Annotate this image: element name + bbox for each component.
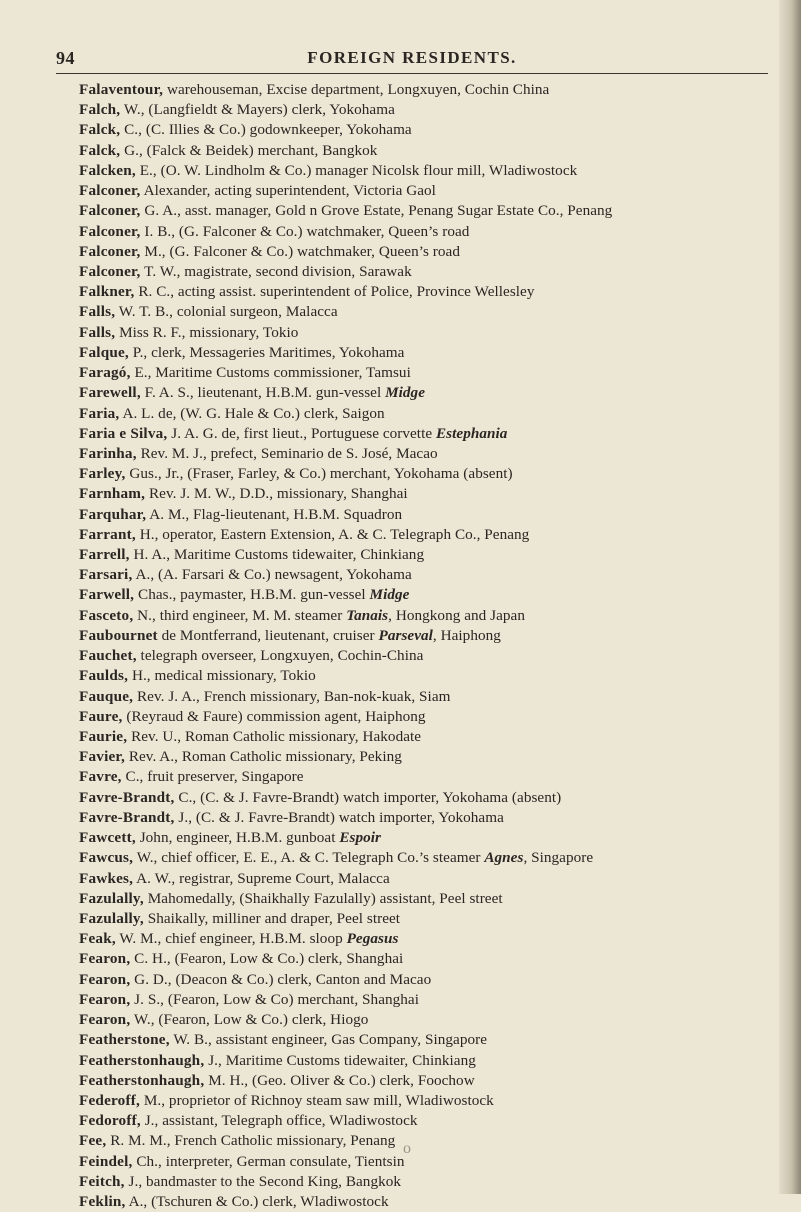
entry-detail: C., (C. & J. Favre-Brandt) watch importer, Yokohama (absent): [174, 788, 562, 806]
entry-surname: Faria e Silva,: [79, 424, 168, 442]
entry-surname: Fasceto,: [79, 606, 134, 624]
entry-detail: Gus., Jr., (Fraser, Farley, & Co.) merchant, Yokohama (absent): [125, 465, 513, 483]
entry-detail: H., operator, Eastern Extension, A. & C. Telegraph Co., Penang: [135, 525, 530, 543]
entry-detail: N., third engineer, M. M. steamer: [133, 606, 347, 624]
entry-surname: Faurie,: [79, 728, 128, 745]
entry-detail: F. A. S., lieutenant, H.B.M. gun-vessel: [140, 384, 386, 402]
directory-entry: [79, 404, 779, 424]
directory-entry: [79, 545, 779, 565]
entry-surname: Featherstone,: [79, 1031, 170, 1049]
directory-entry: [79, 1131, 779, 1151]
entry-surname: Faubournet: [79, 626, 158, 644]
entry-surname: Fauchet,: [79, 647, 137, 665]
entry-surname: Falls,: [79, 323, 116, 341]
entry-surname: Farwell,: [79, 586, 135, 604]
entry-detail-tail: , Singapore: [523, 849, 594, 867]
directory-entry: [79, 161, 779, 181]
entry-surname: Fawcus,: [79, 849, 134, 867]
entry-surname: Farquhar,: [79, 505, 147, 523]
entry-detail: C. H., (Fearon, Low & Co.) clerk, Shanghai: [130, 950, 404, 968]
entry-detail: de Montferrand, lieutenant, cruiser: [157, 626, 379, 644]
directory-entry: [79, 970, 779, 990]
entry-surname: Feklin,: [79, 1193, 126, 1211]
entry-surname: Faure,: [79, 707, 123, 725]
entry-detail: C., (C. Illies & Co.) godownkeeper, Yokohama: [120, 121, 412, 139]
entry-surname: Farrell,: [79, 546, 130, 564]
directory-entry: [79, 302, 779, 322]
entry-detail: J., bandmaster to the Second King, Bangkok: [124, 1172, 402, 1190]
directory-entry: [79, 606, 779, 626]
entry-surname: Faria,: [79, 404, 120, 422]
footer-mark: o: [403, 1140, 411, 1157]
running-head: FOREIGN RESIDENTS.: [307, 48, 517, 67]
directory-entry: [79, 323, 779, 343]
directory-entry: [79, 1010, 779, 1030]
directory-entry: [79, 262, 779, 282]
directory-entry: [79, 707, 779, 727]
entry-surname: Fazulally,: [79, 889, 144, 907]
directory-entry: [79, 747, 779, 767]
entry-surname: Fauque,: [79, 687, 134, 705]
directory-entry: [79, 181, 779, 201]
entry-surname: Favre-Brandt,: [79, 808, 175, 826]
entry-detail: Rev. M. J., prefect, Seminario de S. José, Macao: [136, 444, 438, 462]
entry-surname: Fazulally,: [79, 909, 144, 927]
entry-detail: A. L. de, (W. G. Hale & Co.) clerk, Saigon: [119, 404, 385, 422]
entry-surname: Farrant,: [79, 525, 136, 543]
directory-entry: [79, 1091, 779, 1111]
directory-entry: [79, 949, 779, 969]
entry-surname: Falck,: [79, 141, 121, 159]
entry-surname: Falls,: [79, 303, 116, 321]
page-number: 94: [56, 48, 75, 68]
entry-detail: J. S., (Fearon, Low & Co) merchant, Shanghai: [130, 990, 419, 1008]
entry-detail: E., (O. W. Lindholm & Co.) manager Nicolsk flour mill, Wladiwostock: [135, 161, 578, 179]
directory-entry: [79, 120, 779, 140]
entry-detail: W. T. B., colonial surgeon, Malacca: [115, 303, 338, 321]
entry-detail: G. D., (Deacon & Co.) clerk, Canton and Macao: [130, 970, 432, 988]
entry-vessel-name: Parseval: [378, 626, 433, 644]
entry-detail: J., assistant, Telegraph office, Wladiwostock: [140, 1112, 418, 1130]
entry-surname: Fawcett,: [79, 829, 136, 847]
entry-detail: Shaikally, milliner and draper, Peel street: [143, 909, 401, 927]
entry-surname: Faulds,: [79, 667, 129, 685]
directory-entry: [79, 687, 779, 707]
entry-detail: telegraph overseer, Longxuyen, Cochin-China: [136, 647, 424, 665]
directory-entry: [79, 565, 779, 585]
directory-entry: [79, 1152, 779, 1172]
directory-entry: [79, 848, 779, 868]
directory-entry: [79, 80, 779, 100]
entry-surname: Falck,: [79, 121, 121, 139]
entry-detail: John, engineer, H.B.M. gunboat: [135, 829, 340, 847]
entry-surname: Featherstonhaugh,: [79, 1051, 205, 1069]
directory-entry: [79, 990, 779, 1010]
directory-entry: [79, 1192, 779, 1212]
directory-entry: [79, 525, 779, 545]
directory-entry: [79, 363, 779, 383]
entry-detail: A., (A. Farsari & Co.) newsagent, Yokohama: [132, 566, 412, 584]
directory-entry: [79, 424, 779, 444]
entry-vessel-name: Pegasus: [346, 930, 399, 948]
entry-surname: Falaventour,: [79, 81, 164, 98]
entry-surname: Fearon,: [79, 1011, 131, 1029]
entry-vessel-name: Tanais: [346, 606, 389, 624]
entry-detail: W. M., chief engineer, H.B.M. sloop: [115, 930, 347, 948]
entry-detail: (Reyraud & Faure) commission agent, Haiphong: [122, 707, 426, 725]
directory-entry: [79, 869, 779, 889]
directory-entry: [79, 828, 779, 848]
entry-surname: Farewell,: [79, 384, 141, 402]
entry-surname: Favre-Brandt,: [79, 788, 175, 806]
directory-entry: [79, 222, 779, 242]
page-header: [56, 48, 768, 72]
entry-surname: Farinha,: [79, 444, 137, 462]
entry-detail-tail: , Haiphong: [432, 626, 501, 644]
entry-detail: C., fruit preserver, Singapore: [121, 768, 304, 786]
entry-surname: Federoff,: [79, 1091, 140, 1109]
entry-detail: Alexander, acting superintendent, Victoria Gaol: [140, 182, 436, 200]
entry-detail: R. M. M., French Catholic missionary, Penang: [106, 1132, 396, 1150]
directory-entry: [79, 909, 779, 929]
entry-surname: Farley,: [79, 465, 126, 483]
entry-detail: P., clerk, Messageries Maritimes, Yokohama: [128, 343, 405, 361]
directory-entry: [79, 646, 779, 666]
directory-entry: [79, 1172, 779, 1192]
directory-entry: [79, 788, 779, 808]
entry-detail: Mahomedally, (Shaikhally Fazulally) assistant, Peel street: [143, 889, 503, 907]
directory-entry: [79, 484, 779, 504]
directory-entry: [79, 282, 779, 302]
entry-detail: Ch., interpreter, German consulate, Tientsin: [132, 1152, 405, 1170]
header-rule: [56, 73, 768, 74]
entry-detail: M. H., (Geo. Oliver & Co.) clerk, Foochow: [204, 1071, 475, 1089]
directory-entry: [79, 505, 779, 525]
entry-surname: Farsari,: [79, 566, 133, 584]
directory-entry: [79, 242, 779, 262]
entry-vessel-name: Agnes: [484, 849, 524, 867]
entry-detail: W. B., assistant engineer, Gas Company, Singapore: [169, 1031, 488, 1049]
entry-detail: G., (Falck & Beidek) merchant, Bangkok: [120, 141, 378, 159]
entry-surname: Falconer,: [79, 182, 141, 200]
entry-surname: Fee,: [79, 1132, 107, 1150]
entry-detail: A. W., registrar, Supreme Court, Malacca: [133, 869, 390, 887]
entry-detail: Rev. J. A., French missionary, Ban-nok-kuak, Siam: [133, 687, 451, 705]
entry-surname: Falconer,: [79, 262, 141, 280]
entry-surname: Fearon,: [79, 990, 131, 1008]
entry-detail: Rev. A., Roman Catholic missionary, Peking: [124, 748, 402, 766]
entry-detail: R. C., acting assist. superintendent of Police, Province Wellesley: [134, 283, 535, 301]
entry-surname: Falconer,: [79, 242, 141, 260]
entry-surname: Feitch,: [79, 1172, 125, 1190]
directory-entry: [79, 201, 779, 221]
directory-entry: [79, 889, 779, 909]
entry-detail: M., (G. Falconer & Co.) watchmaker, Queen’s road: [140, 242, 460, 260]
entry-surname: Favier,: [79, 748, 125, 766]
entry-vessel-name: Espoir: [339, 829, 381, 847]
page-edge-shadow: [779, 0, 801, 1194]
directory-entry: [79, 444, 779, 464]
directory-entry: [79, 626, 779, 646]
entry-detail: Chas., paymaster, H.B.M. gun-vessel: [134, 586, 370, 604]
directory-entry: [79, 1071, 779, 1091]
entry-detail: E., Maritime Customs commissioner, Tamsui: [130, 364, 411, 382]
directory-entry: [79, 585, 779, 605]
directory-entry: [79, 929, 779, 949]
entry-vessel-name: Midge: [385, 384, 425, 402]
directory-entry: [79, 808, 779, 828]
entry-detail-tail: , Hongkong and Japan: [388, 606, 525, 624]
directory-entry: [79, 727, 779, 747]
directory-entry: [79, 100, 779, 120]
directory-entry: [79, 1030, 779, 1050]
entry-surname: Faragó,: [79, 364, 131, 382]
entry-surname: Falque,: [79, 343, 129, 361]
entry-surname: Fedoroff,: [79, 1112, 141, 1130]
entry-surname: Feak,: [79, 930, 116, 948]
entry-surname: Favre,: [79, 768, 122, 786]
directory-entry-list: [79, 80, 779, 1212]
entry-detail: A., (Tschuren & Co.) clerk, Wladiwostock: [125, 1193, 389, 1211]
entry-detail: J. A. G. de, first lieut., Portuguese corvette: [167, 424, 436, 442]
directory-entry: [79, 464, 779, 484]
entry-surname: Falconer,: [79, 222, 141, 240]
entry-surname: Farnham,: [79, 485, 146, 503]
directory-entry: [79, 383, 779, 403]
entry-detail: W., chief officer, E. E., A. & C. Telegraph Co.’s steamer: [133, 849, 485, 867]
entry-detail: I. B., (G. Falconer & Co.) watchmaker, Queen’s road: [140, 222, 470, 240]
entry-detail: A. M., Flag-lieutenant, H.B.M. Squadron: [146, 505, 403, 523]
entry-detail: W., (Langfieldt & Mayers) clerk, Yokohama: [120, 101, 395, 119]
directory-entry: [79, 1051, 779, 1071]
entry-surname: Falconer,: [79, 202, 141, 220]
directory-entry: [79, 343, 779, 363]
entry-detail: Miss R. F., missionary, Tokio: [115, 323, 299, 341]
entry-surname: Fearon,: [79, 970, 131, 988]
entry-detail: M., proprietor of Richnoy steam saw mill, Wladiwostock: [139, 1091, 494, 1109]
entry-surname: Fawkes,: [79, 869, 134, 887]
directory-entry: [79, 1111, 779, 1131]
entry-surname: Fearon,: [79, 950, 131, 968]
entry-vessel-name: Midge: [369, 586, 410, 604]
entry-surname: Falcken,: [79, 161, 136, 179]
entry-detail: J., Maritime Customs tidewaiter, Chinkiang: [204, 1051, 476, 1069]
entry-detail: Rev. U., Roman Catholic missionary, Hakodate: [127, 728, 422, 745]
entry-detail: Rev. J. M. W., D.D., missionary, Shanghai: [145, 485, 408, 503]
entry-vessel-name: Estephania: [436, 424, 508, 442]
directory-entry: [79, 767, 779, 787]
directory-entry: [79, 141, 779, 161]
directory-entry: [79, 666, 779, 686]
entry-detail: H. A., Maritime Customs tidewaiter, Chinkiang: [129, 546, 425, 564]
entry-surname: Featherstonhaugh,: [79, 1071, 205, 1089]
entry-detail: T. W., magistrate, second division, Sarawak: [140, 262, 412, 280]
entry-surname: Falch,: [79, 101, 121, 119]
entry-detail: warehouseman, Excise department, Longxuyen, Cochin China: [163, 81, 550, 98]
entry-detail: G. A., asst. manager, Gold n Grove Estate, Penang Sugar Estate Co., Penang: [140, 202, 613, 220]
entry-detail: J., (C. & J. Favre-Brandt) watch importer, Yokohama: [174, 808, 504, 826]
entry-detail: W., (Fearon, Low & Co.) clerk, Hiogo: [130, 1011, 369, 1029]
entry-surname: Feindel,: [79, 1152, 133, 1170]
entry-detail: H., medical missionary, Tokio: [128, 667, 316, 685]
entry-surname: Falkner,: [79, 283, 135, 301]
